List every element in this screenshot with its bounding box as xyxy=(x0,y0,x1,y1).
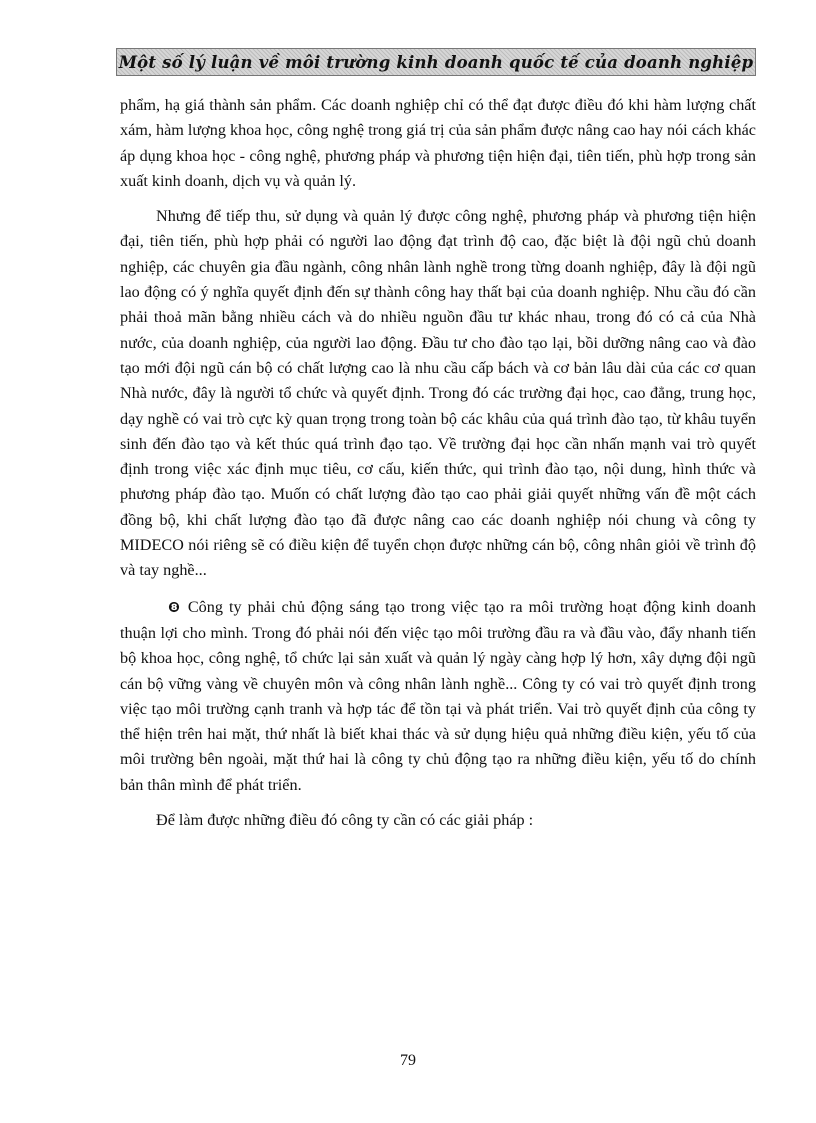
paragraph-continuation: phẩm, hạ giá thành sản phẩm. Các doanh nghiệp chỉ có thể đạt được điều đó khi hàm lượng chất xám, hàm lượng khoa học, công nghệ trong giá trị của sản phẩm được nâng cao hay nói cách khác áp dụng khoa học - công nghệ, phương pháp và phương tiện hiện đại, tiên tiến, phù hợp trong sản xuất kinh doanh, dịch vụ và quản lý. xyxy=(120,96,756,190)
list-marker-icon: ❽ xyxy=(168,599,182,616)
running-header-title: Một số lý luận về môi trường kinh doanh quốc tế của doanh nghiệp xyxy=(118,52,754,72)
page-number: 79 xyxy=(400,1052,416,1069)
paragraph-training: Nhưng để tiếp thu, sử dụng và quản lý được công nghệ, phương pháp và phương tiện hiện đại, tiên tiến, phù hợp phải có người lao động đạt trình độ cao, đặc biệt là đội ngũ chủ doanh nghiệp, các chuyên gia đầu ngành, công nhân lành nghề trong từng doanh nghiệp, đây là đội ngũ lao động có ý nghĩa quyết định đến sự thành công hay thất bại của doanh nghiệp. Nhu cầu đó cần phải thoả mãn bằng nhiều cách và do nhiều nguồn đầu tư khác nhau, trong đó có cả của Nhà nước, của doanh nghiệp, của người lao động. Đầu tư cho đào tạo lại, bồi dưỡng nâng cao và đào tạo mới đội ngũ cán bộ có chất lượng cao là nhu cầu cấp bách và cơ bản lâu dài của các cơ quan Nhà nước, đây là người tổ chức và quyết định. Trong đó các trường đại học, cao đẳng, trung học, dạy nghề có vai trò cực kỳ quan trọng trong toàn bộ các khâu của quá trình đào tạo, từ khâu tuyển sinh đến đào tạo và kết thúc quá trình đạo tạo. Về trường đại học cần nhấn mạnh vai trò quyết định trong việc xác định mục tiêu, cơ cấu, kiến thức, qui trình đào tạo, nội dung, hình thức và phương pháp đào tạo. Muốn có chất lượng đào tạo cao phải giải quyết những vấn đề một cách đồng bộ, khi chất lượng đào tạo đã được nâng cao các doanh nghiệp nói chung và công ty MIDECO nói riêng sẽ có điều kiện để tuyển chọn được những cán bộ, công nhân giỏi về trình độ và tay nghề... xyxy=(120,207,756,580)
running-header xyxy=(116,48,756,76)
paragraph-point-8 xyxy=(120,595,756,798)
paragraph-point-8-text: Công ty phải chủ động sáng tạo trong việc tạo ra môi trường hoạt động kinh doanh thuận lợi cho mình. Trong đó phải nói đến việc tạo môi trường đầu ra và đầu vào, đẩy nhanh tiến bộ khoa học, công nghệ, tổ chức lại sản xuất và quản lý ngày càng hợp lý hơn, xây dựng đội ngũ cán bộ vững vàng về chuyên môn và công nhân lành nghề... Công ty có vai trò quyết định trong việc tạo môi trường cạnh tranh và hợp tác để tồn tại và phát triển. Vai trò quyết định của công ty thể hiện trên hai mặt, thứ nhất là biết khai thác và sử dụng hiệu quả những điều kiện, yếu tố của môi trường bên ngoài, mặt thứ hai là công ty chủ động tạo ra những điều kiện, yếu tố do chính bản thân mình để phát triển. xyxy=(120,597,756,794)
page-body xyxy=(120,93,756,833)
paragraph-solutions-intro: Để làm được những điều đó công ty cần có các giải pháp : xyxy=(156,811,534,830)
